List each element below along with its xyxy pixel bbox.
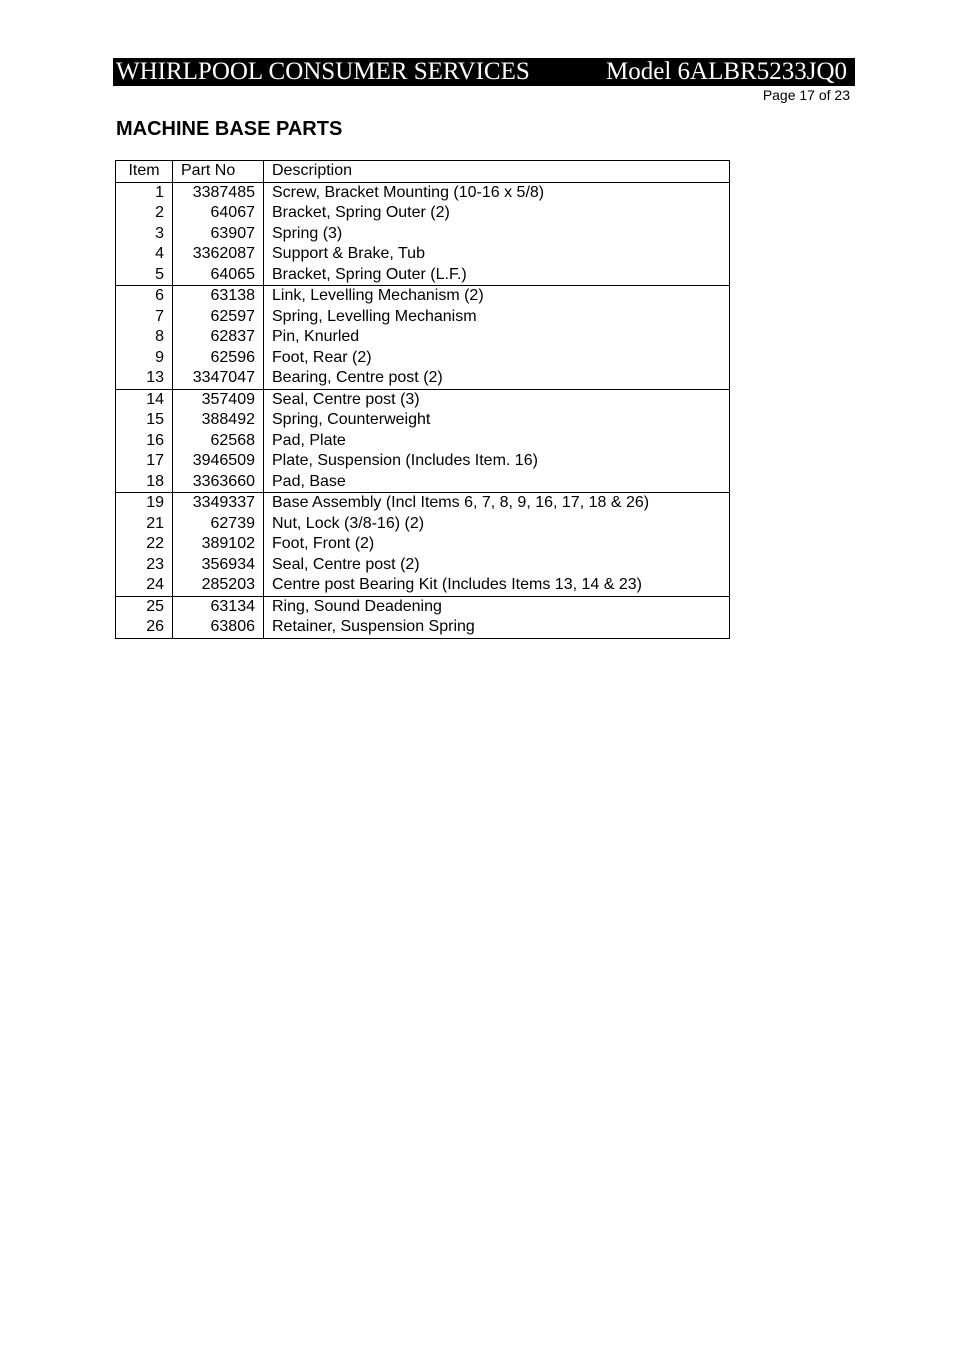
- table-row: [116, 514, 730, 535]
- description-cell: Base Assembly (Incl Items 6, 7, 8, 9, 16, 17, 18 & 26): [264, 493, 730, 514]
- part-number-cell: 62597: [173, 307, 264, 328]
- description-cell: Seal, Centre post (3): [264, 389, 730, 410]
- description-cell: Screw, Bracket Mounting (10-16 x 5/8): [264, 182, 730, 203]
- part-number-cell: 3349337: [173, 493, 264, 514]
- column-header-description: Description: [264, 161, 730, 183]
- item-cell: 26: [116, 617, 173, 638]
- table-row: [116, 348, 730, 369]
- item-cell: 3: [116, 224, 173, 245]
- table-row: [116, 575, 730, 596]
- table-row: [116, 472, 730, 493]
- part-number-cell: 63138: [173, 286, 264, 307]
- description-cell: Bearing, Centre post (2): [264, 368, 730, 389]
- table-row: [116, 203, 730, 224]
- table-row: [116, 596, 730, 617]
- table-row: [116, 617, 730, 638]
- description-cell: Centre post Bearing Kit (Includes Items 13, 14 & 23): [264, 575, 730, 596]
- part-number-cell: 63806: [173, 617, 264, 638]
- part-number-cell: 63134: [173, 596, 264, 617]
- table-row: [116, 286, 730, 307]
- table-row: [116, 534, 730, 555]
- table-row: [116, 327, 730, 348]
- item-cell: 9: [116, 348, 173, 369]
- item-cell: 7: [116, 307, 173, 328]
- table-row: [116, 389, 730, 410]
- part-number-cell: 3946509: [173, 451, 264, 472]
- description-cell: Spring, Counterweight: [264, 410, 730, 431]
- item-cell: 4: [116, 244, 173, 265]
- item-cell: 24: [116, 575, 173, 596]
- table-row: [116, 244, 730, 265]
- part-number-cell: 62596: [173, 348, 264, 369]
- item-cell: 8: [116, 327, 173, 348]
- description-cell: Pin, Knurled: [264, 327, 730, 348]
- company-name: WHIRLPOOL CONSUMER SERVICES: [116, 58, 530, 85]
- part-number-cell: 64065: [173, 265, 264, 286]
- description-cell: Pad, Base: [264, 472, 730, 493]
- description-cell: Ring, Sound Deadening: [264, 596, 730, 617]
- part-number-cell: 62739: [173, 514, 264, 535]
- item-cell: 6: [116, 286, 173, 307]
- item-cell: 19: [116, 493, 173, 514]
- item-cell: 18: [116, 472, 173, 493]
- item-cell: 22: [116, 534, 173, 555]
- description-cell: Bracket, Spring Outer (L.F.): [264, 265, 730, 286]
- part-number-cell: 389102: [173, 534, 264, 555]
- item-cell: 21: [116, 514, 173, 535]
- part-number-cell: 64067: [173, 203, 264, 224]
- table-row: [116, 182, 730, 203]
- part-number-cell: 285203: [173, 575, 264, 596]
- table-row: [116, 431, 730, 452]
- item-cell: 1: [116, 182, 173, 203]
- part-number-cell: 356934: [173, 555, 264, 576]
- part-number-cell: 357409: [173, 389, 264, 410]
- item-cell: 5: [116, 265, 173, 286]
- part-number-cell: 62568: [173, 431, 264, 452]
- table-row: [116, 451, 730, 472]
- description-cell: Spring (3): [264, 224, 730, 245]
- part-number-cell: 388492: [173, 410, 264, 431]
- description-cell: Foot, Rear (2): [264, 348, 730, 369]
- item-cell: 17: [116, 451, 173, 472]
- part-number-cell: 3387485: [173, 182, 264, 203]
- part-number-cell: 62837: [173, 327, 264, 348]
- part-number-cell: 3363660: [173, 472, 264, 493]
- description-cell: Foot, Front (2): [264, 534, 730, 555]
- part-number-cell: 3347047: [173, 368, 264, 389]
- item-cell: 14: [116, 389, 173, 410]
- table-row: [116, 410, 730, 431]
- table-row: [116, 265, 730, 286]
- description-cell: Retainer, Suspension Spring: [264, 617, 730, 638]
- description-cell: Support & Brake, Tub: [264, 244, 730, 265]
- item-cell: 23: [116, 555, 173, 576]
- column-header-part-no: Part No: [173, 161, 264, 183]
- description-cell: Plate, Suspension (Includes Item. 16): [264, 451, 730, 472]
- table-row: [116, 555, 730, 576]
- part-number-cell: 3362087: [173, 244, 264, 265]
- item-cell: 25: [116, 596, 173, 617]
- parts-table: [115, 160, 730, 639]
- table-row: [116, 307, 730, 328]
- table-header-row: [116, 161, 730, 183]
- page-number: Page 17 of 23: [762, 87, 850, 103]
- parts-table-body: [116, 182, 730, 638]
- column-header-item: Item: [116, 161, 173, 183]
- table-row: [116, 368, 730, 389]
- description-cell: Link, Levelling Mechanism (2): [264, 286, 730, 307]
- description-cell: Bracket, Spring Outer (2): [264, 203, 730, 224]
- table-row: [116, 224, 730, 245]
- description-cell: Nut, Lock (3/8-16) (2): [264, 514, 730, 535]
- model-number: Model 6ALBR5233JQ0: [606, 58, 847, 85]
- table-row: [116, 493, 730, 514]
- description-cell: Pad, Plate: [264, 431, 730, 452]
- part-number-cell: 63907: [173, 224, 264, 245]
- item-cell: 2: [116, 203, 173, 224]
- item-cell: 15: [116, 410, 173, 431]
- section-title: MACHINE BASE PARTS: [116, 118, 343, 140]
- description-cell: Seal, Centre post (2): [264, 555, 730, 576]
- description-cell: Spring, Levelling Mechanism: [264, 307, 730, 328]
- document-header: [113, 58, 855, 86]
- item-cell: 13: [116, 368, 173, 389]
- item-cell: 16: [116, 431, 173, 452]
